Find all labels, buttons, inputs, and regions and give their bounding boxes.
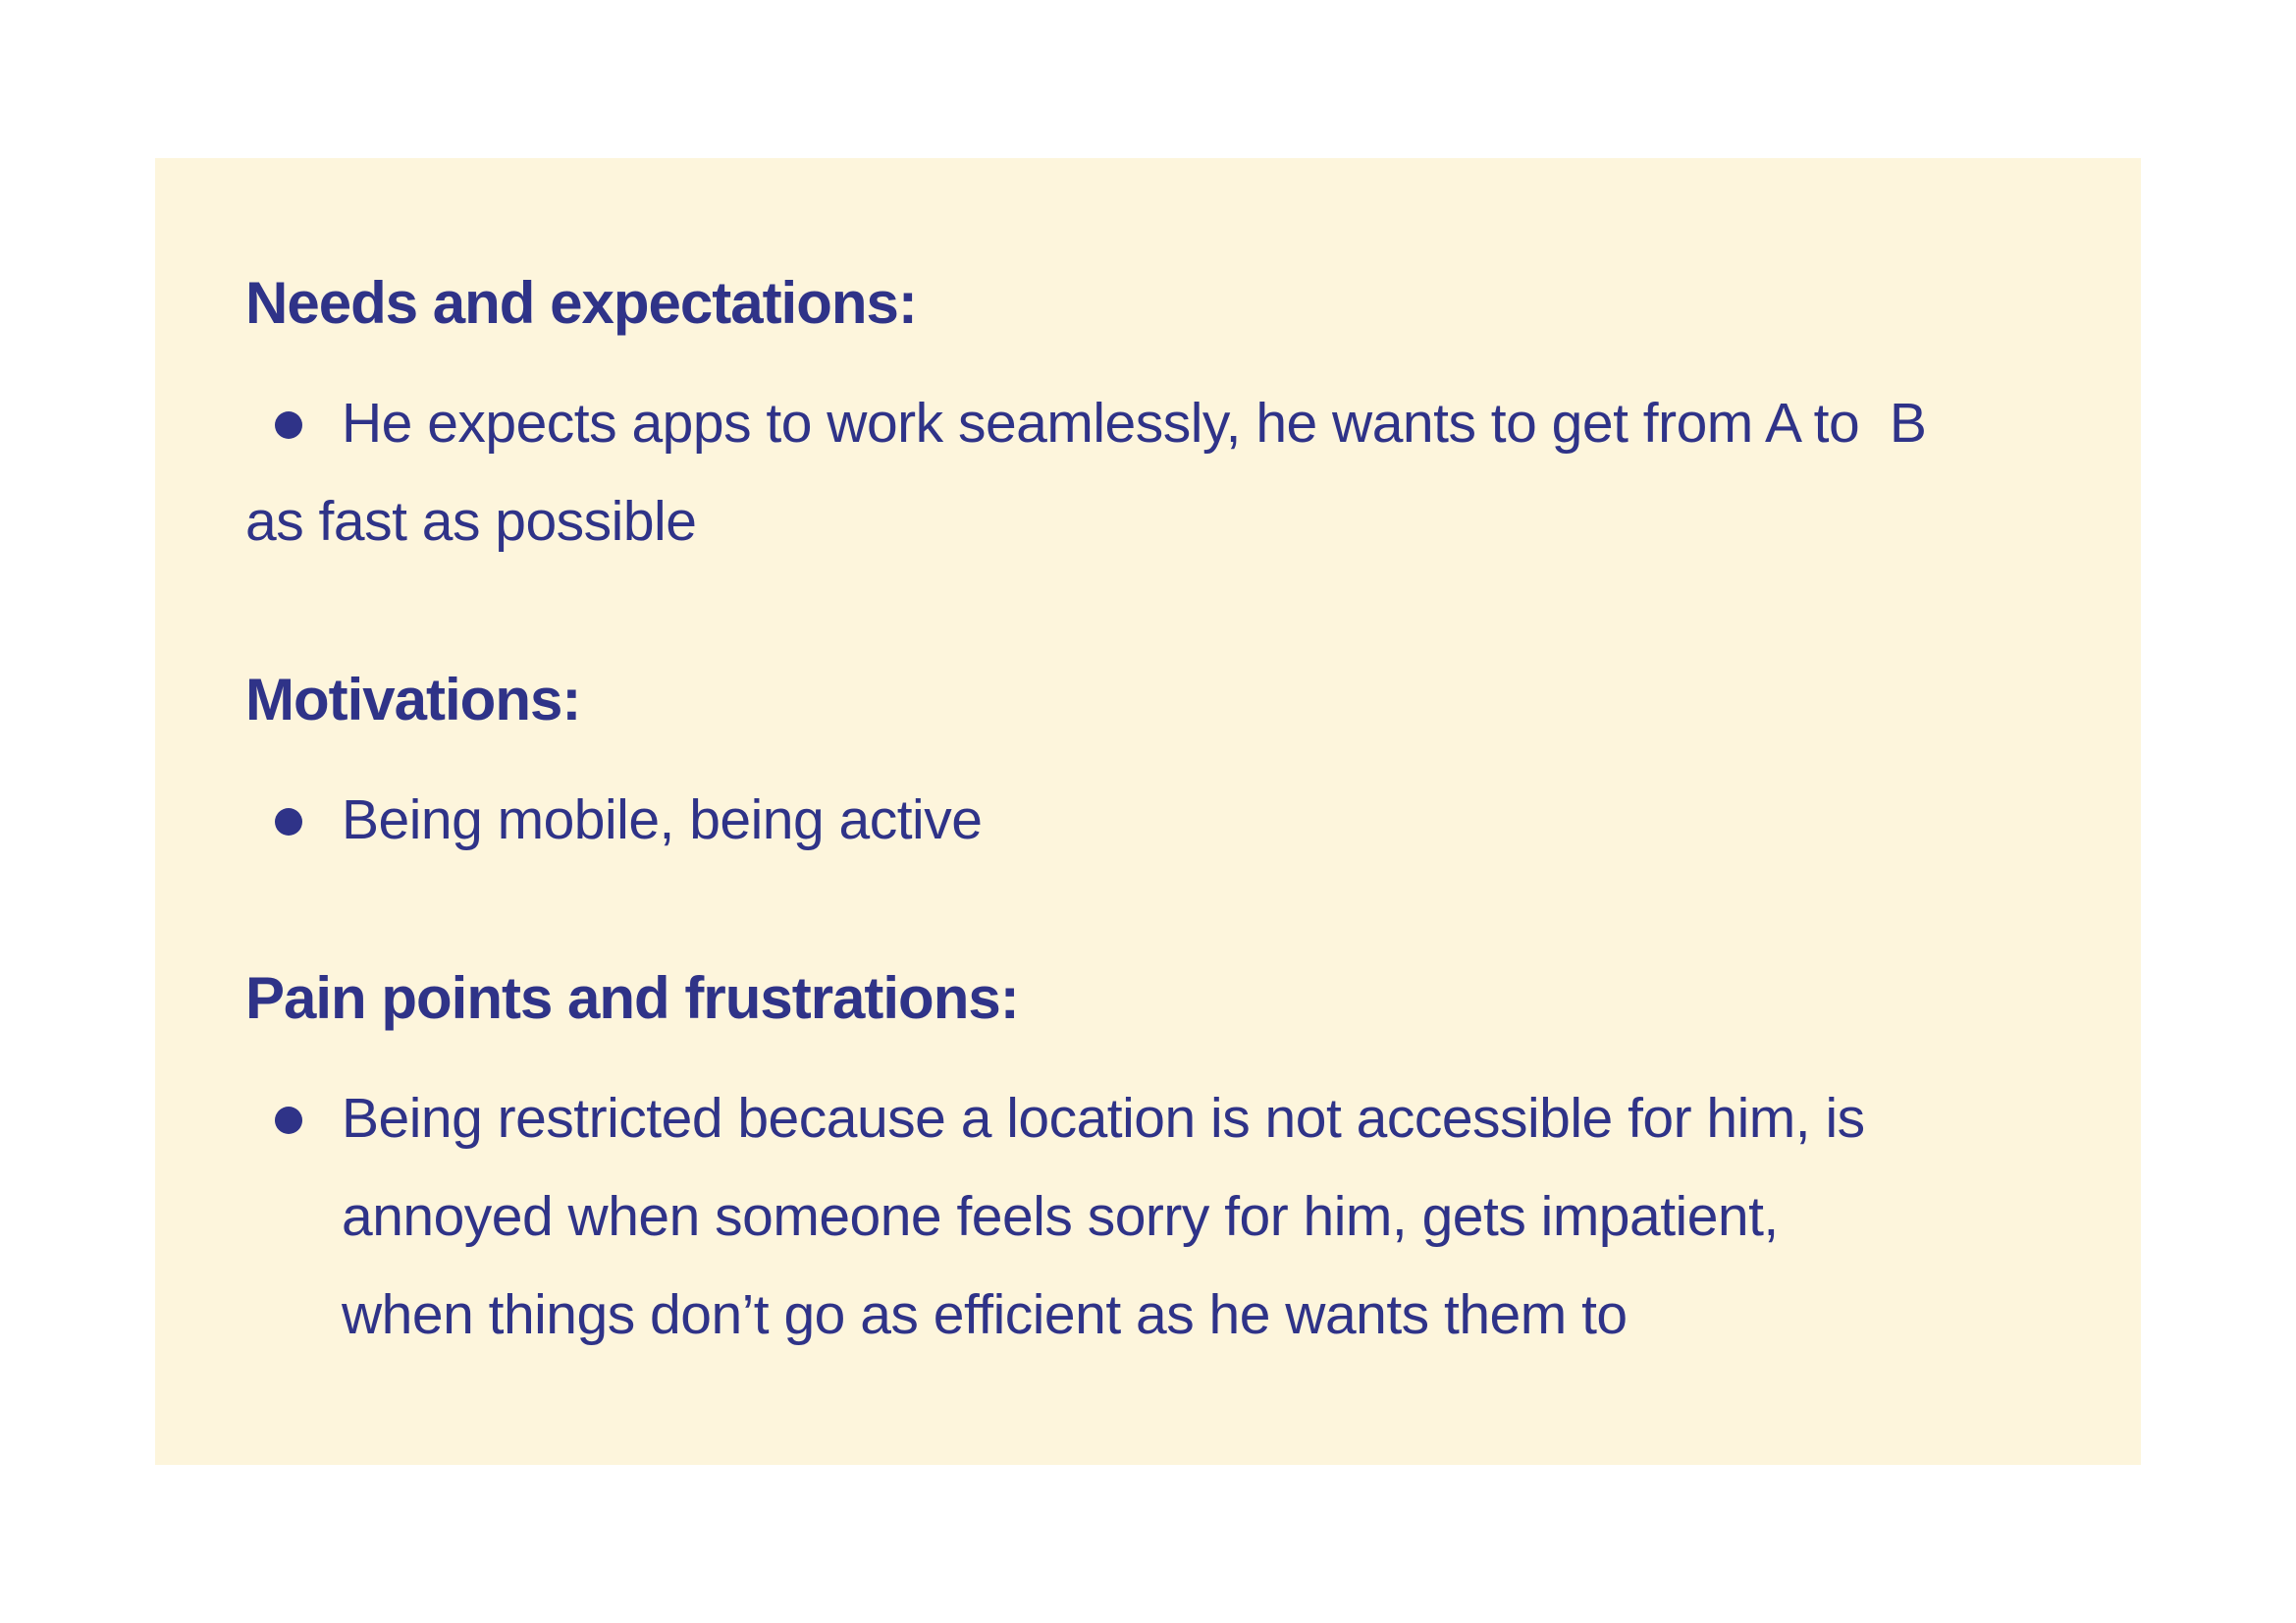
bullet-icon: [275, 411, 302, 439]
bullet-line: Being restricted because a location is not accessible for him, is: [342, 1087, 1865, 1150]
motivations-heading: Motivations:: [245, 667, 581, 732]
bullet-icon: [275, 1107, 302, 1134]
bullet-continuation-line: as fast as possible: [245, 490, 697, 553]
pain-points-heading: Pain points and frustrations:: [245, 965, 1019, 1031]
section-needs-and-expectations: [245, 254, 2072, 570]
needs-and-expectations-heading: Needs and expectations:: [245, 270, 917, 336]
bullet-icon: [275, 808, 302, 836]
section-pain-points-and-frustrations: [245, 949, 2072, 1364]
bullet-line: He expects apps to work seamlessly, he wants to get from A to B: [342, 392, 1927, 455]
bullet-line: Being mobile, being active: [342, 788, 983, 851]
bullet-text: [342, 1069, 1865, 1364]
section-motivations: [245, 651, 2072, 869]
bullet-line: annoyed when someone feels sorry for him, gets impatient,: [342, 1185, 1779, 1248]
list-item: [245, 1069, 2072, 1364]
bullet-line: when things don’t go as efficient as he wants them to: [342, 1283, 1628, 1346]
persona-details-card: [155, 158, 2141, 1465]
bullet-text: [342, 771, 982, 869]
list-item: [245, 771, 2072, 869]
bullet-text: [342, 374, 1926, 472]
list-item: [245, 374, 2072, 472]
